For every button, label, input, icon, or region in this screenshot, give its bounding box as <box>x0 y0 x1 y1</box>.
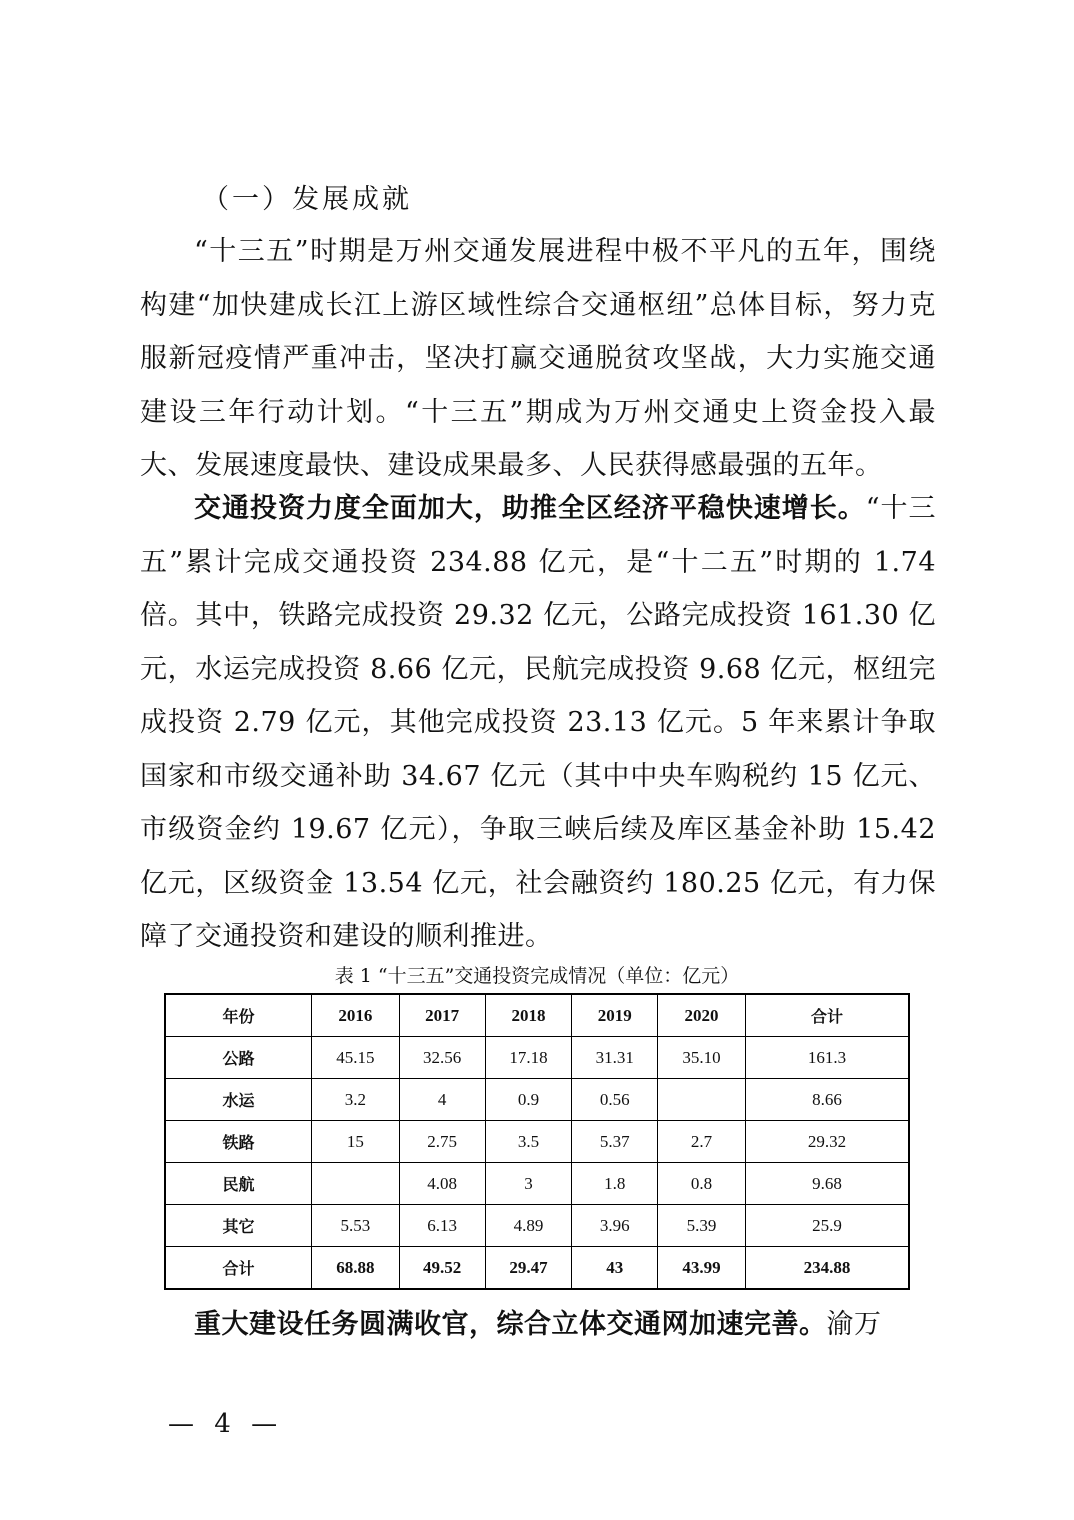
table-cell: 25.9 <box>745 1205 909 1247</box>
table-cell: 234.88 <box>745 1247 909 1290</box>
paragraph-overview: “十三五”时期是万州交通发展进程中极不平凡的五年，围绕构建“加快建成长江上游区域性综合交通枢纽”总体目标，努力克服新冠疫情严重冲击，坚决打赢交通脱贫攻坚战，大力实施交通建设三年行动计划。“十三五”期成为万州交通史上资金投入最大、发展速度最快、建设成果最多、人民获得感最强的五年。 <box>140 236 936 481</box>
table-cell: 3.2 <box>311 1079 399 1121</box>
table-cell: 9.68 <box>745 1163 909 1205</box>
table-cell: 32.56 <box>399 1037 485 1079</box>
table-cell: 5.39 <box>658 1205 746 1247</box>
paragraph-body: 渝万 <box>826 1309 882 1340</box>
table-row-label: 铁路 <box>165 1121 311 1163</box>
table-cell: 68.88 <box>311 1247 399 1290</box>
table-cell: 0.56 <box>572 1079 658 1121</box>
table-row <box>165 1079 909 1121</box>
table-cell: 3 <box>485 1163 572 1205</box>
table-cell: 0.8 <box>658 1163 746 1205</box>
section-heading: （一）发展成就 <box>202 184 412 215</box>
table-row-label: 公路 <box>165 1037 311 1079</box>
page-number: — 4 — <box>168 1409 284 1439</box>
paragraph-lead: 交通投资力度全面加大，助推全区经济平稳快速增长。 <box>194 493 866 524</box>
investment-table-wrapper <box>164 993 910 1290</box>
table-cell: 3.5 <box>485 1121 572 1163</box>
table-row-label: 合计 <box>165 1247 311 1290</box>
table-cell: 1.8 <box>572 1163 658 1205</box>
paragraph-investment <box>140 482 936 964</box>
table-caption: 表 1 “十三五”交通投资完成情况（单位：亿元） <box>334 965 740 987</box>
table-header-cell: 2017 <box>399 994 485 1037</box>
table-row-label: 民航 <box>165 1163 311 1205</box>
table-header-cell: 2018 <box>485 994 572 1037</box>
table-header-cell: 2016 <box>311 994 399 1037</box>
table-cell: 17.18 <box>485 1037 572 1079</box>
table-cell: 2.75 <box>399 1121 485 1163</box>
table-cell: 5.53 <box>311 1205 399 1247</box>
table-header-row <box>165 994 909 1037</box>
table-cell: 31.31 <box>572 1037 658 1079</box>
table-total-row <box>165 1247 909 1290</box>
table-cell <box>311 1163 399 1205</box>
table-row-label: 水运 <box>165 1079 311 1121</box>
table-cell: 29.47 <box>485 1247 572 1290</box>
table-row <box>165 1121 909 1163</box>
table-cell: 4.08 <box>399 1163 485 1205</box>
table-header-cell: 2020 <box>658 994 746 1037</box>
table-cell: 29.32 <box>745 1121 909 1163</box>
table-cell: 4 <box>399 1079 485 1121</box>
table-cell: 15 <box>311 1121 399 1163</box>
table-cell: 49.52 <box>399 1247 485 1290</box>
paragraph-lead: 重大建设任务圆满收官，综合立体交通网加速完善。 <box>194 1309 827 1340</box>
paragraph-body: “十三五”累计完成交通投资 234.88 亿元，是“十二五”时期的 1.74 倍。其中，铁路完成投资 29.32 亿元，公路完成投资 161.30 亿元，水运完成投资 8.66 亿元，民航完成投资 9.68 亿元，枢纽完成投资 2.79 亿元，其他完成投资 23.13 亿元。5 年来累计争取国家和市级交通补助 34.67 亿元（其中中央车购税约 15 亿元、市级资金约 19.67 亿元），争取三峡后续及库区基金补助 15.42 亿元，区级资金 13.54 亿元，社会融资约 180.25 亿元，有力保障了交通投资和建设的顺利推进。 <box>140 493 936 952</box>
table-cell: 161.3 <box>745 1037 909 1079</box>
table-cell: 5.37 <box>572 1121 658 1163</box>
table-cell: 35.10 <box>658 1037 746 1079</box>
investment-table <box>164 993 910 1290</box>
table-cell: 45.15 <box>311 1037 399 1079</box>
table-row <box>165 1037 909 1079</box>
table-cell: 8.66 <box>745 1079 909 1121</box>
table-cell: 4.89 <box>485 1205 572 1247</box>
table-cell: 43.99 <box>658 1247 746 1290</box>
paragraph-construction <box>140 1298 936 1352</box>
table-row <box>165 1205 909 1247</box>
table-cell <box>658 1079 746 1121</box>
table-row-label: 其它 <box>165 1205 311 1247</box>
table-cell: 43 <box>572 1247 658 1290</box>
table-cell: 6.13 <box>399 1205 485 1247</box>
table-cell: 3.96 <box>572 1205 658 1247</box>
table-cell: 0.9 <box>485 1079 572 1121</box>
table-header-cell: 年份 <box>165 994 311 1037</box>
table-cell: 2.7 <box>658 1121 746 1163</box>
table-header-cell: 合计 <box>745 994 909 1037</box>
table-header-cell: 2019 <box>572 994 658 1037</box>
table-row <box>165 1163 909 1205</box>
